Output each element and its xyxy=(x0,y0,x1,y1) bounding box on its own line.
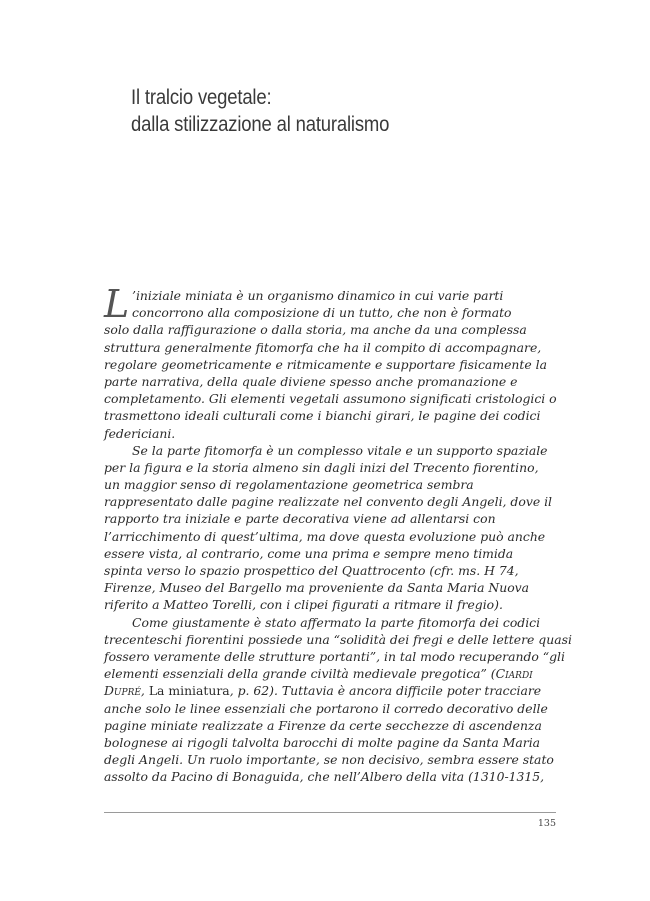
text-line: bolognese ai rigogli talvolta barocchi di molte pagine da Santa Maria xyxy=(104,734,541,750)
text-line: per la figura e la storia almeno sin dagli inizi del Trecento fiorentino, xyxy=(104,459,539,475)
text-line: regolare geometricamente e ritmicamente e supportare fisicamente la xyxy=(104,356,547,372)
body-text xyxy=(104,282,572,785)
text-fragment: elementi essenziali della grande civiltà medievale pregotica” ( xyxy=(104,666,496,682)
drop-cap: L xyxy=(104,282,130,326)
text-line: riferito a Matteo Torelli, con i clipei figurati a ritmare il fregio). xyxy=(104,597,503,613)
text-line: struttura generalmente fitomorfa che ha il compito di accompagnare, xyxy=(104,339,542,355)
text-line xyxy=(104,665,556,682)
paragraph-1 xyxy=(104,282,557,442)
text-line: trasmettono ideali culturali come i bianchi girari, le pagine dei codici xyxy=(104,408,541,424)
text-line: solo dalla raffigurazione o dalla storia, ma anche da una complessa xyxy=(104,322,527,338)
text-line: spinta verso lo spazio prospettico del Quattrocento (cfr. ms. H 74, xyxy=(104,563,519,578)
citation-title: La miniatura xyxy=(148,683,230,699)
text-line: un maggior senso di regolamentazione geometrica sembra xyxy=(104,477,474,493)
text-line: trecenteschi fiorentini possiede una “solidità dei fregi e delle lettere quasi xyxy=(104,631,572,647)
chapter-title-line-1: Il tralcio vegetale: xyxy=(131,85,272,109)
text-line: ’iniziale miniata è un organismo dinamico in cui varie parti xyxy=(132,288,504,303)
text-line: Se la parte fitomorfa è un complesso vitale e un supporto spaziale xyxy=(132,442,548,458)
text-line: anche solo le linee essenziali che portarono il corredo decorativo delle xyxy=(104,700,548,716)
text-line: degli Angeli. Un ruolo importante, se non decisivo, sembra essere stato xyxy=(104,752,554,768)
chapter-title-line-2: dalla stilizzazione al naturalismo xyxy=(131,112,390,136)
text-line: concorrono alla composizione di un tutto, che non è formato xyxy=(132,305,512,321)
text-line: Firenze, Museo del Bargello ma proveniente da Santa Maria Nuova xyxy=(104,580,530,596)
text-line: completamento. Gli elementi vegetali assumono significati cristologici o xyxy=(104,391,557,407)
citation-author: Dupré xyxy=(104,683,141,699)
paragraph-2 xyxy=(104,442,556,614)
text-line: federiciani. xyxy=(104,425,176,441)
citation-author: Ciardi xyxy=(495,666,533,682)
text-line: rapporto tra iniziale e parte decorativa viene ad allentarsi con xyxy=(104,511,496,527)
text-line: assolto da Pacino di Bonaguida, che nell’Albero della vita (1310-1315, xyxy=(104,769,545,785)
page-number: 135 xyxy=(537,818,556,829)
text-line: parte narrativa, della quale diviene spesso anche promanazione e xyxy=(104,373,518,389)
text-line: rappresentato dalle pagine realizzate nel convento degli Angeli, dove il xyxy=(104,494,553,510)
paragraph-3 xyxy=(104,614,572,786)
text-line xyxy=(104,682,556,699)
text-fragment: , p. 62). Tuttavia è ancora difficile poter tracciare xyxy=(229,683,542,699)
footer-rule xyxy=(104,812,556,813)
text-line: l’arricchimento di quest’ultima, ma dove questa evoluzione può anche xyxy=(104,528,546,544)
text-fragment: , xyxy=(140,683,149,699)
text-line: pagine miniate realizzate a Firenze da certe secchezze di ascendenza xyxy=(104,717,542,733)
text-line: Come giustamente è stato affermato la parte fitomorfa dei codici xyxy=(132,614,541,630)
chapter-title xyxy=(131,84,492,138)
text-line: fossero veramente delle strutture portanti”, in tal modo recuperando “gli xyxy=(104,648,565,664)
text-line: essere vista, al contrario, come una prima e sempre meno timida xyxy=(104,545,514,561)
